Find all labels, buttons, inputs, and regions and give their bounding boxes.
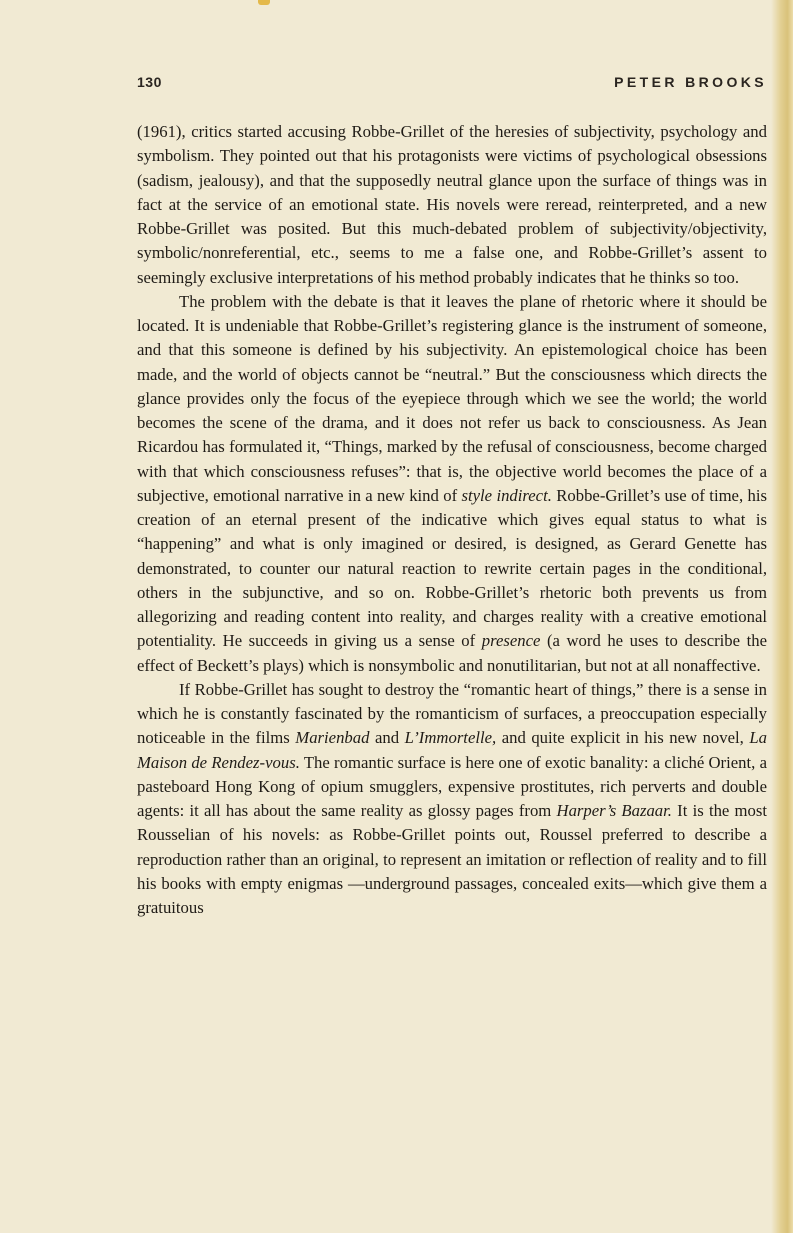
film-title: L’Immortelle, bbox=[404, 728, 497, 748]
running-head: PETER BROOKS bbox=[614, 74, 767, 90]
paragraph-1 bbox=[137, 120, 767, 290]
magazine-title: Harper’s Bazaar. bbox=[556, 801, 672, 820]
paragraph-3-text: and bbox=[369, 728, 405, 748]
page-header bbox=[137, 74, 767, 96]
paragraph-2 bbox=[137, 290, 767, 678]
italic-phrase: style indirect. bbox=[461, 485, 552, 505]
page-top-mark bbox=[258, 0, 270, 5]
paragraph-3-text: The romantic surface is here one of exotic banality: a cliché Orient, a pasteboard Hong Kong of opium smugglers, expensive prostitutes, rich perverts and double agents: it all has about the same reality as glossy pages from bbox=[137, 752, 767, 820]
paragraph-2-text: The problem with the debate is that it leaves the plane of rhetoric where it should be located. It is undeniable that Robbe-Grillet’s registering glance is the instrument of someone, and that this someone is defined by his subjectivity. An epistemological choice has been made, and the world of objects cannot be “neutral.” But the consciousness which directs the glance provides only the focus of the eyepiece through which we see the world; the world becomes the scene of the drama, and it does not refer us back to consciousness. As Jean Ricardou has formulated it, “Things, marked by the refusal of consciousness, become charged with that which consciousness refuses”: that is, the objective world becomes the place of a subjective, emotional narrative in a new kind of bbox=[137, 291, 767, 505]
novel-title: La Maison de Rendez-vous. bbox=[137, 728, 767, 772]
paragraph-3-text: It is the most Rousselian of his novels: as Robbe-Grillet points out, Roussel preferred to describe a reproduction rather than an original, to represent an imitation or reflection of reality and to fill his books with empty enigmas —underground passages, concealed exits—which give them a gratuitous bbox=[137, 801, 768, 917]
page-number: 130 bbox=[137, 74, 162, 90]
paragraph-1-text: (1961), critics started accusing Robbe-Grillet of the heresies of subjectivity, psychology and symbolism. They pointed out that his protagonists were victims of psychological obsessions (sadism, jealousy), and that the supposedly neutral glance upon the surface of things was in fact at the service of an emotional state. His novels were reread, reinterpreted, and a new Robbe-Grillet was posited. But this much-debated problem of subjectivity/objectivity, symbolic/nonreferential, etc., seems to me a false one, and Robbe-Grillet’s assent to seemingly exclusive interpretations of his method probably indicates that he thinks so too. bbox=[137, 122, 767, 287]
paragraph-2-text: (a word he uses to describe the effect of Beckett’s plays) which is nonsymbolic and nonutilitarian, but not at all nonaffective. bbox=[137, 631, 767, 675]
body-text bbox=[137, 120, 767, 920]
page-edge-shadow bbox=[771, 0, 793, 1233]
paragraph-2-text: Robbe-Grillet’s use of time, his creation of an eternal present of the indicative which gives equal status to what is “happening” and what is only imagined or desired, is designed, as Gerard Genette has demonstrated, to counter our natural reaction to rewrite certain pages in the conditional, others in the subjunctive, and so on. Robbe-Grillet’s rhetoric both prevents us from allegorizing and reading content into reality, and charges reality with a creative emotional potentiality. He succeeds in giving us a sense of bbox=[137, 485, 767, 651]
italic-phrase: presence bbox=[481, 631, 541, 651]
paragraph-3-text: If Robbe-Grillet has sought to destroy the “romantic heart of things,” there is a sense in which he is constantly fascinated by the romanticism of surfaces, a preoccupation especially noticeable in the films bbox=[137, 679, 767, 748]
film-title: Marienbad bbox=[295, 728, 370, 748]
paragraph-3-text: and quite explicit in his new novel, bbox=[496, 728, 750, 748]
paragraph-3 bbox=[137, 678, 767, 921]
